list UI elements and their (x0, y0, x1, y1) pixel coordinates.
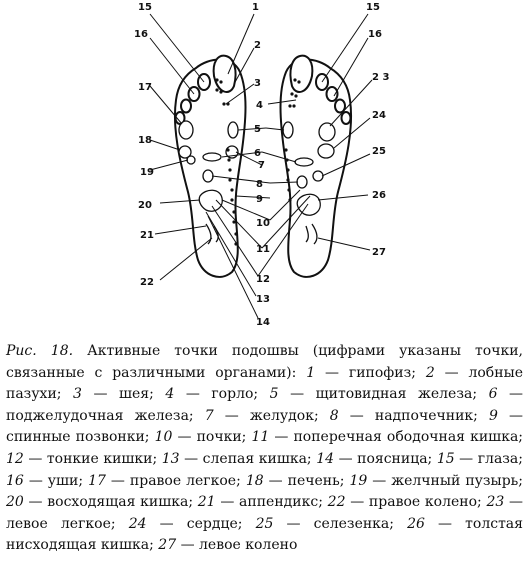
caption-item-19: 19 — желчный пузырь; (349, 472, 523, 489)
caption-item-27: 27 — левое колено (158, 537, 298, 554)
left-foot-outline (281, 60, 352, 277)
caption-item-17: 17 — правое легкое; (88, 472, 246, 489)
caption-item-14: 14 — поясница; (316, 450, 437, 467)
label-13: 13 (256, 294, 270, 305)
caption-item-6: 6 — поджелудочная железа; (6, 386, 524, 424)
label-9: 9 (256, 194, 263, 205)
heart-zone (318, 144, 334, 158)
left-lung-zone (319, 123, 335, 141)
caption-item-20: 20 — восходящая кишка; (6, 494, 198, 511)
label-16-left-foot: 16 (368, 29, 382, 40)
label-20: 20 (138, 200, 152, 211)
caption-item-23: 23 — левое легкое; (6, 494, 524, 532)
left-foot-toe-5 (342, 112, 351, 124)
caption-item-8: 8 — надпочечник; (329, 407, 489, 424)
label-22: 22 (140, 277, 154, 288)
ascending-colon-zone (199, 190, 222, 211)
kidney-zone-left (297, 176, 307, 188)
caption-item-9: 9 — спинные позвонки; (6, 407, 523, 446)
caption-item-15: 15 — глаза; (436, 450, 523, 467)
caption-item-10: 10 — почки; (154, 429, 252, 446)
label-2: 2 (254, 40, 261, 51)
label-21: 21 (140, 230, 154, 241)
figure-caption (6, 341, 523, 557)
caption-item-26: 26 — толстая нисходящая кишка; (6, 515, 523, 554)
label-7: 7 (258, 160, 265, 171)
caption-item-2: 2 — лобные пазухи; (6, 364, 523, 403)
label-15-right-foot: 15 (138, 2, 152, 13)
caption-item-5: 5 — щитовидная железа; (269, 386, 489, 403)
caption-item-25: 25 — селезенка; (255, 515, 408, 532)
label-24: 24 (372, 110, 386, 121)
caption-item-21: 21 — аппендикс; (197, 494, 328, 511)
label-11: 11 (256, 244, 270, 255)
caption-item-22: 22 — правое колено; (327, 494, 487, 511)
right-foot-toe-4 (181, 100, 191, 113)
label-25: 25 (372, 146, 386, 157)
thyroid-zone-right (228, 122, 238, 138)
caption-item-12: 12 — тонкие кишки; (6, 450, 162, 467)
caption-title: Активные точки подошвы (цифрами указаны точки, связанные с различными органами): (6, 343, 523, 381)
label-12: 12 (256, 274, 270, 285)
caption-item-7: 7 — желудок; (204, 407, 330, 424)
label-18: 18 (138, 135, 152, 146)
kidney-zone-right (203, 170, 213, 182)
caption-item-18: 18 — печень; (245, 472, 350, 489)
label-10: 10 (256, 218, 270, 229)
label-15-left-foot: 15 (366, 2, 380, 13)
caption-item-13: 13 — слепая кишка; (161, 450, 317, 467)
label-8: 8 (256, 179, 263, 190)
label-19: 19 (140, 167, 154, 178)
label-6: 6 (254, 148, 261, 159)
pancreas-zone-left (295, 158, 313, 166)
caption-item-11: 11 — поперечная ободочная кишка; (251, 429, 524, 446)
caption-item-1: 1 — гипофиз; (306, 364, 426, 381)
label-4: 4 (256, 100, 263, 111)
thyroid-zone-left (283, 122, 293, 138)
label-26: 26 (372, 190, 386, 201)
label-1: 1 (252, 2, 259, 13)
label-14: 14 (256, 317, 270, 328)
caption-item-3: 3 — шея; (73, 386, 166, 403)
figure-reference: Рис. 18. (6, 343, 74, 359)
label-16-right-foot: 16 (134, 29, 148, 40)
left-foot-toe-3 (327, 87, 338, 101)
gallbladder-zone (187, 156, 195, 164)
caption-item-24: 24 — сердце; (128, 515, 256, 532)
caption-item-4: 4 — горло; (165, 386, 270, 403)
caption-item-16: 16 — уши; (6, 472, 89, 489)
label-27: 27 (372, 247, 386, 258)
label-17: 17 (138, 82, 152, 93)
label-23: 2 3 (372, 72, 390, 83)
spleen-zone (313, 171, 323, 181)
label-5: 5 (254, 124, 261, 135)
pancreas-zone-right (203, 153, 221, 161)
label-3: 3 (254, 78, 261, 89)
